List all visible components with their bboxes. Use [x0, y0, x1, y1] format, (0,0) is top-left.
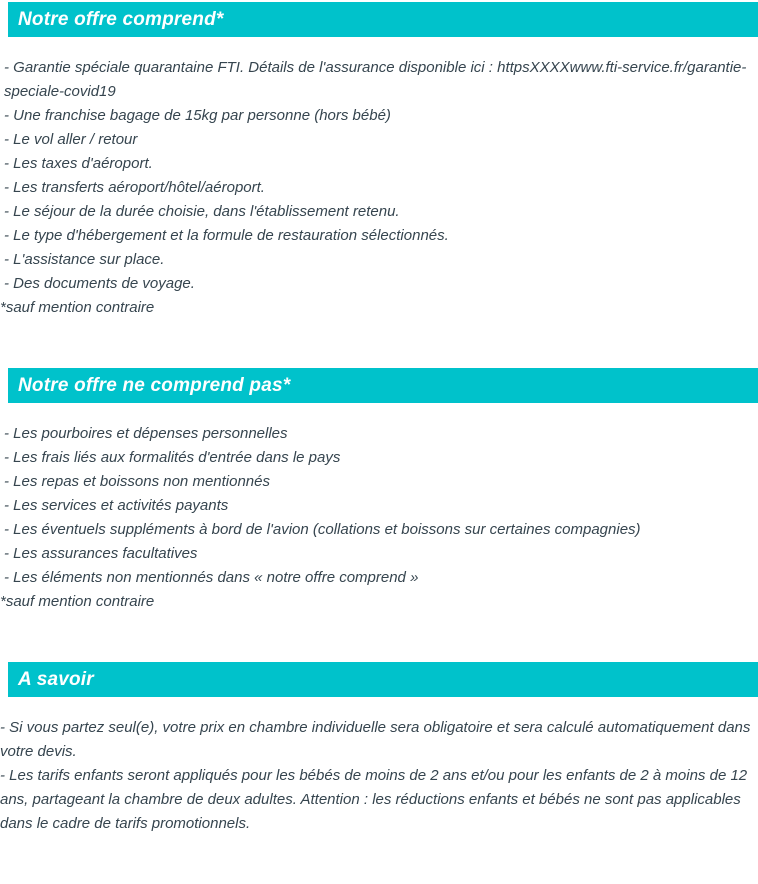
section-title: Notre offre ne comprend pas* [18, 374, 291, 396]
list-item: - Les repas et boissons non mentionnés [4, 473, 270, 490]
section-content [0, 56, 758, 320]
section-offer-excludes [0, 368, 758, 614]
list-item: - L'assistance sur place. [4, 251, 165, 268]
list-item: - Garantie spéciale quarantaine FTI. Détails de l'assurance disponible ici : httpsXXXXwww.fti-service.fr/garantie-speciale-covid19 [4, 59, 747, 100]
section-header-bar [8, 662, 758, 697]
section-header-bar [8, 2, 758, 37]
section-good-to-know [0, 662, 758, 836]
footnote: *sauf mention contraire [0, 593, 155, 610]
list-item: - Les éventuels suppléments à bord de l'avion (collations et boissons sur certaines compagnies) [4, 521, 641, 538]
list-item: - Les pourboires et dépenses personnelles [4, 425, 288, 442]
list-item: - Le vol aller / retour [4, 131, 138, 148]
list-item: - Les frais liés aux formalités d'entrée dans le pays [4, 449, 341, 466]
section-content [0, 716, 758, 836]
paragraph: - Si vous partez seul(e), votre prix en chambre individuelle sera obligatoire et sera calculé automatiquement dans votre devis. [0, 719, 751, 760]
section-content [0, 422, 758, 614]
section-header-bar [8, 368, 758, 403]
section-title: A savoir [18, 668, 94, 690]
list-item: - Le séjour de la durée choisie, dans l'établissement retenu. [4, 203, 400, 220]
section-offer-includes [0, 2, 758, 320]
paragraph: - Les tarifs enfants seront appliqués pour les bébés de moins de 2 ans et/ou pour les enfants de 2 à moins de 12 ans, partageant la chambre de deux adultes. Attention : les réductions enfants et bébés ne sont pas applicables dans le cadre de tarifs promotionnels. [0, 767, 748, 832]
list-item: - Les éléments non mentionnés dans « notre offre comprend » [4, 569, 419, 586]
list-item: - Une franchise bagage de 15kg par personne (hors bébé) [4, 107, 391, 124]
list-item: - Les services et activités payants [4, 497, 229, 514]
footnote: *sauf mention contraire [0, 299, 155, 316]
list-item: - Les transferts aéroport/hôtel/aéroport. [4, 179, 265, 196]
list-item: - Des documents de voyage. [4, 275, 195, 292]
list-item: - Le type d'hébergement et la formule de restauration sélectionnés. [4, 227, 449, 244]
list-item: - Les taxes d'aéroport. [4, 155, 153, 172]
list-item: - Les assurances facultatives [4, 545, 198, 562]
section-title: Notre offre comprend* [18, 8, 224, 30]
